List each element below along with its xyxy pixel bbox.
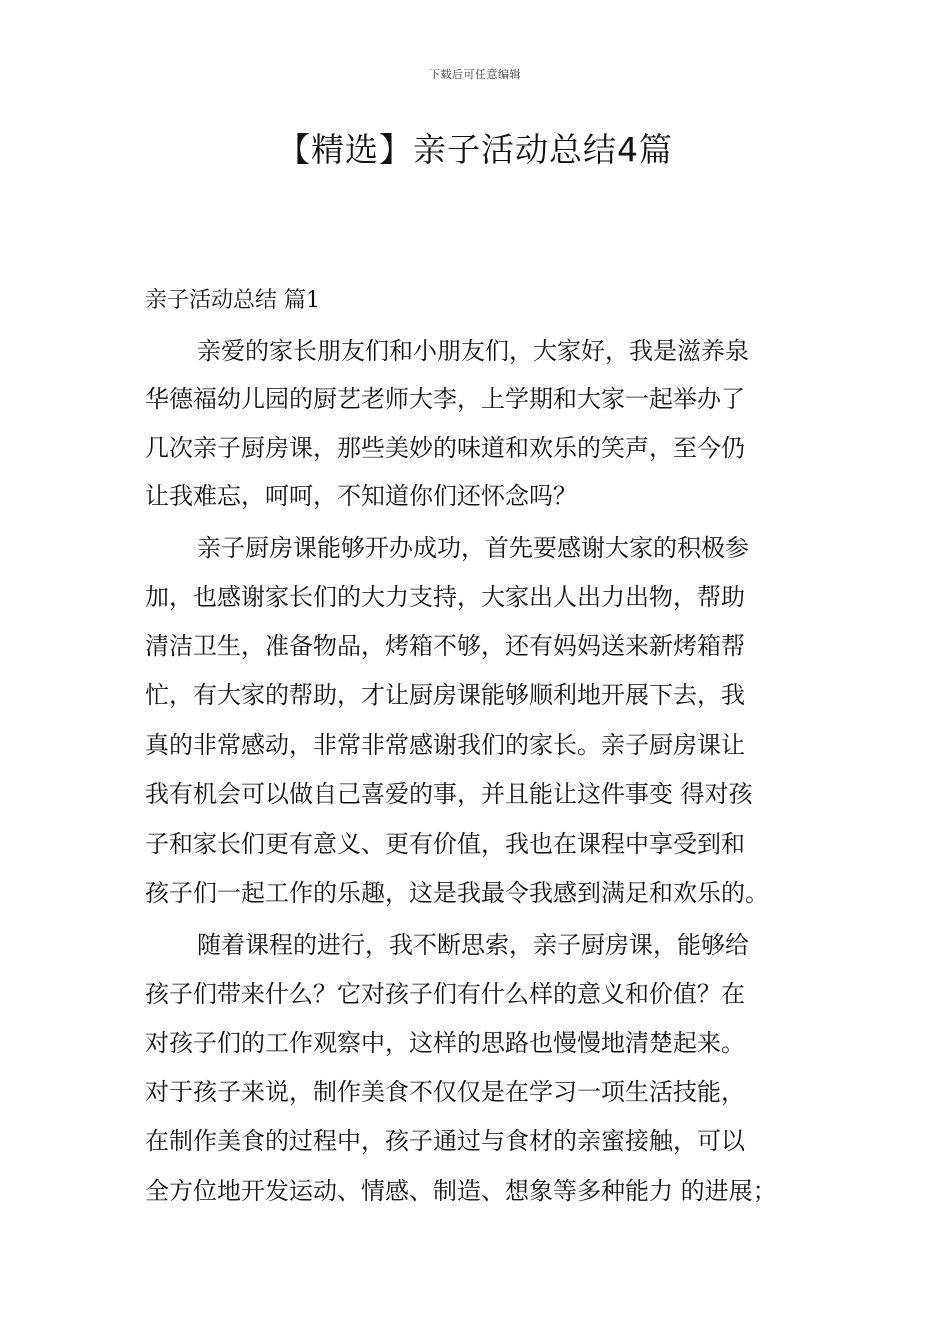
body-line: 华德福幼儿园的厨艺老师大李，上学期和大家一起举办了: [145, 385, 745, 413]
section-heading: 亲子活动总结 篇1: [145, 288, 320, 313]
body-line: 孩子们带来什么？它对孩子们有什么样的意义和价值？在: [145, 980, 745, 1008]
body-line: 孩子们一起工作的乐趣，这是我最令我感到满足和欢乐的。: [145, 879, 769, 907]
body-line: 全方位地开发运动、情感、制造、想象等多种能力 的进展；: [145, 1177, 777, 1205]
body-line: 随着课程的进行，我不断思索，亲子厨房课，能够给: [197, 931, 749, 959]
body-line: 几次亲子厨房课，那些美妙的味道和欢乐的笑声，至今仍: [145, 434, 745, 462]
body-line: 清洁卫生，准备物品，烤箱不够，还有妈妈送来新烤箱帮: [145, 632, 745, 660]
document-title: 【精选】亲子活动总结4篇: [277, 130, 673, 169]
body-line: 对于孩子来说，制作美食不仅仅是在学习一项生活技能，: [145, 1078, 745, 1106]
body-line: 真的非常感动，非常非常感谢我们的家长。亲子厨房课让: [145, 731, 745, 759]
body-line: 亲爱的家长朋友们和小朋友们，大家好，我是滋养泉: [197, 337, 749, 365]
body-line: 忙，有大家的帮助，才让厨房课能够顺利地开展下去，我: [145, 681, 745, 709]
body-line: 子和家长们更有意义、更有价值，我也在课程中享受到和: [145, 830, 745, 858]
page-header-note: 下载后可任意编辑: [429, 68, 521, 81]
body-line: 加，也感谢家长们的大力支持，大家出人出力出物，帮助: [145, 583, 745, 611]
body-line: 对孩子们的工作观察中，这样的思路也慢慢地清楚起来。: [145, 1029, 745, 1057]
body-line: 我有机会可以做自己喜爱的事，并且能让这件事变 得对孩: [145, 780, 753, 808]
body-line: 亲子厨房课能够开办成功，首先要感谢大家的积极参: [197, 534, 749, 562]
body-line: 让我难忘，呵呵，不知道你们还怀念吗？: [145, 482, 577, 510]
body-line: 在制作美食的过程中，孩子通过与食材的亲蜜接触，可以: [145, 1127, 745, 1155]
